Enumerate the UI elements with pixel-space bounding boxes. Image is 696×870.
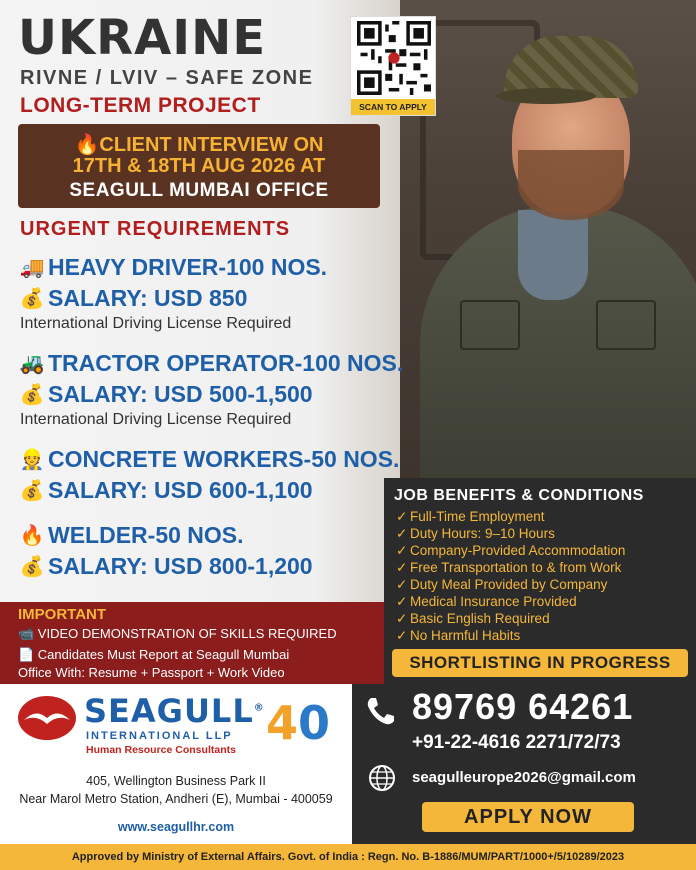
phone-number[interactable]: 89769 64261 (412, 686, 634, 727)
approval-footer: Approved by Ministry of External Affairs. Govt. of India : Regn. No. B-1886/MUM/PART/1000+/5/10289/2023 (0, 844, 696, 870)
job-title: WELDER-50 NOS. (48, 522, 244, 548)
shortlisting-badge: SHORTLISTING IN PROGRESS (392, 649, 688, 677)
fire-icon: 🔥 (19, 525, 45, 547)
benefit-item: ✓ Full-Time Employment (396, 509, 545, 524)
company-tagline: Human Resource Consultants (86, 744, 236, 756)
job-requirement: International Driving License Required (20, 411, 292, 428)
job-salary: SALARY: USD 850 (48, 285, 248, 311)
interview-line-3: SEAGULL MUMBAI OFFICE (69, 180, 329, 201)
check-icon: ✓ (396, 611, 408, 626)
urgent-heading: URGENT REQUIREMENTS (20, 218, 291, 240)
important-line-2: 📄 Candidates Must Report at Seagull Mumbai (18, 647, 290, 662)
globe-icon (368, 764, 396, 792)
important-line-1: 📹 VIDEO DEMONSTRATION OF SKILLS REQUIRED (18, 626, 337, 641)
benefit-item: ✓ No Harmful Habits (396, 628, 521, 643)
email-address[interactable]: seagulleurope2026@gmail.com (412, 769, 636, 786)
benefit-item: ✓ Basic English Required (396, 611, 550, 626)
job-heavy-driver (18, 254, 327, 333)
money-bag-icon: 💰 (19, 384, 45, 406)
job-concrete-workers (18, 446, 399, 504)
truck-icon: 🚚 (19, 257, 45, 279)
anniversary-logo: 40 (266, 696, 331, 750)
phone-icon (364, 694, 398, 728)
truck-driver-photo (400, 0, 696, 480)
interview-line-2: 17TH & 18TH AUG 2026 AT (72, 155, 326, 177)
job-requirement: International Driving License Required (20, 315, 292, 332)
job-title: CONCRETE WORKERS-50 NOS. (48, 446, 400, 472)
address-line-2: Near Marol Metro Station, Andheri (E), Mumbai - 400059 (19, 792, 333, 806)
job-title: TRACTOR OPERATOR-100 NOS. (48, 350, 404, 376)
benefit-item: ✓ Medical Insurance Provided (396, 594, 577, 609)
qr-pattern-icon (357, 21, 431, 95)
qr-code[interactable] (350, 16, 436, 116)
website-link[interactable]: www.seagullhr.com (117, 820, 235, 834)
benefits-title: JOB BENEFITS & CONDITIONS (394, 487, 644, 504)
check-icon: ✓ (396, 594, 408, 609)
interview-banner (18, 124, 380, 208)
project-type: LONG-TERM PROJECT (20, 94, 261, 117)
address-line-1: 405, Wellington Business Park II (86, 774, 266, 788)
job-title: HEAVY DRIVER-100 NOS. (48, 254, 328, 280)
landline-number[interactable]: +91-22-4616 2271/72/73 (412, 732, 621, 753)
check-icon: ✓ (396, 509, 408, 524)
job-salary: SALARY: USD 600-1,100 (48, 477, 313, 503)
apply-now-button[interactable]: APPLY NOW (422, 802, 634, 832)
benefit-item: ✓ Duty Hours: 9–10 Hours (396, 526, 555, 541)
benefit-item: ✓ Duty Meal Provided by Company (396, 577, 608, 592)
job-welder (18, 522, 313, 580)
check-icon: ✓ (396, 543, 408, 558)
location-subtitle: RIVNE / LVIV – SAFE ZONE (20, 67, 314, 89)
important-line-3: Office With: Resume + Passport + Work Video (18, 665, 285, 680)
important-title: IMPORTANT (18, 606, 107, 623)
company-info (0, 684, 352, 844)
seagull-logo-icon (16, 694, 78, 742)
important-notice (0, 602, 384, 684)
country-title: UKRAINE (18, 10, 267, 66)
benefits-panel (384, 478, 696, 684)
job-tractor-operator (18, 350, 403, 429)
check-icon: ✓ (396, 628, 408, 643)
construction-worker-icon: 👷 (19, 449, 45, 471)
job-salary: SALARY: USD 800-1,200 (48, 553, 313, 579)
contact-panel (352, 684, 696, 844)
check-icon: ✓ (396, 526, 408, 541)
money-bag-icon: 💰 (19, 288, 45, 310)
tractor-icon: 🚜 (19, 353, 45, 375)
check-icon: ✓ (396, 560, 408, 575)
benefit-item: ✓ Free Transportation to & from Work (396, 560, 622, 575)
money-bag-icon: 💰 (19, 480, 45, 502)
scan-to-apply-label: SCAN TO APPLY (351, 99, 435, 115)
check-icon: ✓ (396, 577, 408, 592)
benefit-item: ✓ Company-Provided Accommodation (396, 543, 626, 558)
company-suffix: INTERNATIONAL LLP (86, 730, 233, 742)
benefits-list (396, 508, 625, 644)
interview-line-1: 🔥CLIENT INTERVIEW ON (74, 134, 324, 156)
company-name: SEAGULL® (84, 692, 265, 730)
job-salary: SALARY: USD 500-1,500 (48, 381, 313, 407)
money-bag-icon: 💰 (19, 556, 45, 578)
